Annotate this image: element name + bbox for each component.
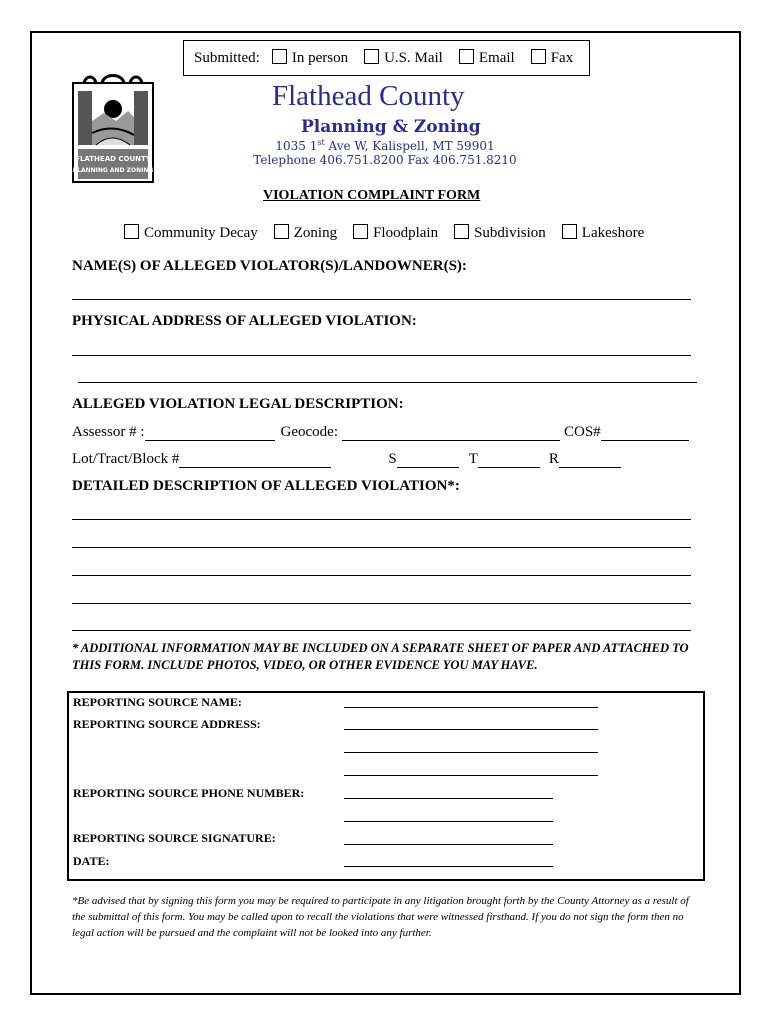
checkbox[interactable] — [353, 224, 368, 239]
lot-field[interactable] — [179, 453, 331, 468]
description-line-1[interactable] — [72, 519, 691, 520]
description-heading: DETAILED DESCRIPTION OF ALLEGED VIOLATION*: — [72, 478, 460, 494]
checkbox[interactable] — [364, 49, 379, 64]
cos-field[interactable] — [601, 426, 689, 441]
assessor-field[interactable] — [145, 426, 275, 441]
submitted-us-mail[interactable]: U.S. Mail — [364, 49, 443, 67]
form-title: VIOLATION COMPLAINT FORM — [263, 188, 481, 203]
category-community-decay[interactable]: Community Decay — [124, 224, 258, 242]
advisory-note: *Be advised that by signing this form you may be required to participate in any litigation brought forth by the County Attorney as a result of the submittal of this form. You may be called upon to recall the violations that were witnessed firsthand. If you do not sign the form then no legal action will be pursued and the complaint will not be looked into any further. — [72, 895, 689, 939]
section-field[interactable] — [397, 453, 459, 468]
category-subdivision[interactable]: Subdivision — [454, 224, 546, 242]
office-address: 1035 1st Ave W, Kalispell, MT 59901 — [275, 138, 495, 153]
address-line-2[interactable] — [78, 382, 697, 383]
township-field[interactable] — [478, 453, 540, 468]
cos-label: COS# — [564, 424, 601, 440]
address-heading: PHYSICAL ADDRESS OF ALLEGED VIOLATION: — [72, 313, 417, 329]
description-line-2[interactable] — [72, 547, 691, 548]
geocode-field[interactable] — [342, 426, 560, 441]
lot-label: Lot/Tract/Block # — [72, 451, 180, 467]
checkbox[interactable] — [531, 49, 546, 64]
checkbox[interactable] — [454, 224, 469, 239]
category-floodplain[interactable]: Floodplain — [353, 224, 438, 242]
department-name: Planning & Zoning — [301, 117, 481, 137]
reporting-name-field[interactable] — [344, 707, 598, 708]
reporting-address-field-1[interactable] — [344, 729, 598, 730]
range-field[interactable] — [559, 453, 621, 468]
checkbox[interactable] — [459, 49, 474, 64]
reporting-date-label: DATE: — [73, 854, 110, 868]
reporting-address-field-3[interactable] — [344, 775, 598, 776]
reporting-address-field-2[interactable] — [344, 752, 598, 753]
legal-row-2 — [72, 451, 621, 468]
violator-heading: NAME(S) OF ALLEGED VIOLATOR(S)/LANDOWNER(S): — [72, 258, 467, 274]
checkbox[interactable] — [562, 224, 577, 239]
checkbox[interactable] — [272, 49, 287, 64]
reporting-name-label: REPORTING SOURCE NAME: — [73, 695, 242, 709]
section-label: S — [388, 451, 397, 467]
violation-categories — [124, 224, 660, 242]
reporting-signature-field[interactable] — [344, 844, 553, 845]
address-line-1[interactable] — [72, 355, 691, 356]
category-zoning[interactable]: Zoning — [274, 224, 337, 242]
submitted-in-person[interactable]: In person — [272, 49, 348, 67]
office-phone: Telephone 406.751.8200 Fax 406.751.8210 — [253, 153, 517, 167]
assessor-label: Assessor # : — [72, 424, 145, 440]
range-label: R — [548, 451, 559, 467]
legal-heading: ALLEGED VIOLATION LEGAL DESCRIPTION: — [72, 396, 404, 412]
violator-line[interactable] — [72, 299, 691, 300]
reporting-signature-label: REPORTING SOURCE SIGNATURE: — [73, 831, 276, 845]
submitted-box — [183, 40, 590, 76]
checkbox[interactable] — [274, 224, 289, 239]
legal-row-1 — [72, 424, 689, 441]
submitted-fax[interactable]: Fax — [531, 49, 574, 67]
county-name: Flathead County — [272, 80, 465, 112]
description-line-4[interactable] — [72, 603, 691, 604]
description-line-5[interactable] — [72, 630, 691, 631]
reporting-address-label: REPORTING SOURCE ADDRESS: — [73, 717, 261, 731]
reporting-date-field[interactable] — [344, 866, 553, 867]
reporting-phone-field-2[interactable] — [344, 821, 553, 822]
description-line-3[interactable] — [72, 575, 691, 576]
reporting-phone-label: REPORTING SOURCE PHONE NUMBER: — [73, 786, 305, 800]
reporting-phone-field[interactable] — [344, 798, 553, 799]
logo-text-1: FLATHEAD COUNTY — [75, 155, 151, 163]
geocode-label: Geocode: — [280, 424, 338, 440]
logo-text-2: PLANNING AND ZONING — [72, 167, 154, 174]
checkbox[interactable] — [124, 224, 139, 239]
submitted-label: Submitted: — [194, 49, 260, 66]
submitted-email[interactable]: Email — [459, 49, 515, 67]
additional-info-note: * ADDITIONAL INFORMATION MAY BE INCLUDED ON A SEPARATE SHEET OF PAPER AND ATTACHED TO THIS FORM. INCLUDE PHOTOS, VIDEO, OR OTHER EVIDENCE YOU MAY HAVE. — [72, 641, 689, 672]
category-lakeshore[interactable]: Lakeshore — [562, 224, 644, 242]
township-label: T — [468, 451, 478, 467]
county-logo — [72, 73, 154, 183]
